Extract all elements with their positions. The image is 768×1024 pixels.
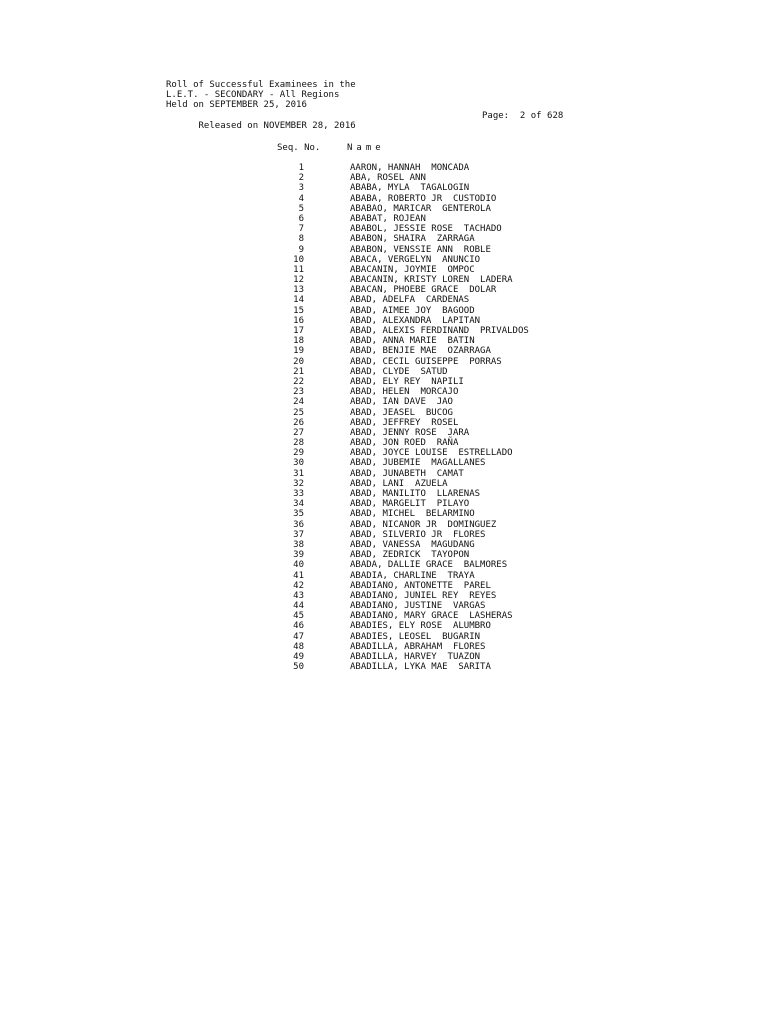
examinee-name: ABAD, ANNA MARIE BATIN (350, 336, 475, 347)
examinee-name: ABABAO, MARICAR GENTEROLA (350, 203, 491, 214)
list-item (0, 204, 768, 214)
examinee-name: ABAD, NICANOR JR DOMINGUEZ (350, 519, 497, 530)
seq-number: 19 (293, 346, 304, 357)
examinee-name: ABABON, SHAIRA ZARRAGA (350, 234, 475, 245)
examinee-name: ABABOL, JESSIE ROSE TACHADO (350, 224, 502, 235)
seq-number: 30 (293, 458, 304, 469)
seq-number: 17 (293, 326, 304, 336)
list-item (0, 560, 768, 570)
list-item (0, 326, 768, 336)
seq-number: 43 (293, 590, 304, 601)
seq-number: 22 (293, 376, 304, 387)
seq-number: 25 (293, 407, 304, 418)
list-item (0, 479, 768, 489)
list-item (0, 652, 768, 662)
examinee-name: ABADIANO, JUSTINE VARGAS (350, 601, 486, 612)
list-item (0, 163, 768, 173)
list-item (0, 571, 768, 581)
seq-number: 23 (293, 387, 304, 398)
seq-number: 18 (293, 336, 304, 347)
seq-number: 9 (298, 244, 304, 255)
examinee-name: ABAD, ELY REY NAPILI (350, 376, 464, 387)
list-item (0, 458, 768, 468)
list-item (0, 469, 768, 479)
examinee-name: AARON, HANNAH MONCADA (350, 163, 470, 173)
examinee-name: ABAD, MANILITO LLARENAS (350, 489, 481, 499)
examinee-name: ABABON, VENSSIE ANN ROBLE (350, 244, 491, 255)
seq-number: 29 (293, 448, 304, 459)
list-item (0, 591, 768, 601)
seq-number: 27 (293, 427, 304, 438)
list-item (0, 234, 768, 244)
seq-number: 36 (293, 519, 304, 530)
seq-number: 13 (293, 285, 304, 296)
list-item (0, 499, 768, 509)
list-item (0, 550, 768, 560)
header-exam: L.E.T. - SECONDARY - All Regions (166, 90, 340, 101)
list-item (0, 275, 768, 285)
list-item (0, 489, 768, 499)
list-item (0, 601, 768, 611)
seq-number: 24 (293, 397, 304, 408)
seq-number: 14 (293, 295, 304, 306)
list-item (0, 509, 768, 519)
list-item (0, 377, 768, 387)
list-item (0, 438, 768, 448)
seq-number: 47 (293, 631, 304, 642)
examinee-name: ABAD, JON ROED RAÑA (350, 438, 459, 449)
seq-number: 5 (298, 203, 304, 214)
examinee-name: ABAD, JEFFREY ROSEL (350, 417, 459, 428)
seq-number: 37 (293, 529, 304, 540)
seq-number: 16 (293, 315, 304, 326)
header-release-row (166, 110, 586, 131)
list-item (0, 255, 768, 265)
list-item (0, 306, 768, 316)
column-headers (0, 143, 768, 155)
seq-number: 49 (293, 652, 304, 662)
examinee-name: ABAD, ALEXANDRA LAPITAN (350, 315, 481, 326)
seq-number: 15 (293, 305, 304, 316)
examinee-name: ABACANIN, JOYMIE OMPOC (350, 264, 475, 275)
list-item (0, 346, 768, 356)
seq-number: 33 (293, 489, 304, 499)
list-item (0, 397, 768, 407)
seq-number: 46 (293, 621, 304, 632)
examinee-name: ABAD, ZEDRICK TAYOPON (350, 550, 470, 561)
list-item (0, 245, 768, 255)
seq-number: 1 (298, 163, 304, 173)
examinee-name: ABADILLA, LYKA MAE SARITA (350, 662, 491, 673)
seq-number: 6 (298, 213, 304, 224)
seq-number: 44 (293, 601, 304, 612)
examinee-name: ABAD, SILVERIO JR FLORES (350, 529, 486, 540)
list-item (0, 224, 768, 234)
examinee-name: ABAD, HELEN MORCAJO (350, 387, 459, 398)
examinee-name: ABADIANO, MARY GRACE LASHERAS (350, 611, 513, 622)
document-header (166, 80, 586, 131)
examinee-name: ABAD, CLYDE SATUD (350, 366, 448, 377)
examinee-name: ABABAT, ROJEAN (350, 213, 426, 224)
seq-number: 8 (298, 234, 304, 245)
examinee-name: ABABA, ROBERTO JR CUSTODIO (350, 193, 497, 204)
list-item (0, 357, 768, 367)
examinee-name: ABAD, VANESSA MAGUDANG (350, 539, 475, 550)
examinee-name: ABAD, AIMEE JOY BAGOOD (350, 305, 475, 316)
examinee-name: ABAD, JENNY ROSE JARA (350, 427, 470, 438)
examinee-name: ABAD, ALEXIS FERDINAND PRIVALDOS (350, 326, 529, 336)
list-item (0, 265, 768, 275)
seq-number: 3 (298, 183, 304, 194)
list-item (0, 428, 768, 438)
examinee-name: ABAD, BENJIE MAE OZARRAGA (350, 346, 491, 357)
seq-number: 26 (293, 417, 304, 428)
seq-number: 38 (293, 539, 304, 550)
seq-number: 41 (293, 570, 304, 581)
examinee-name: ABADIANO, ANTONETTE PAREL (350, 580, 491, 591)
examinee-name: ABAD, JUNABETH CAMAT (350, 468, 464, 479)
examinee-list (0, 163, 768, 672)
examinee-name: ABADIA, CHARLINE TRAYA (350, 570, 475, 581)
list-item (0, 621, 768, 631)
examinee-name: ABACANIN, KRISTY LOREN LADERA (350, 275, 513, 286)
examinee-name: ABACAN, PHOEBE GRACE DOLAR (350, 285, 497, 296)
examinee-name: ABAD, JEASEL BUCOG (350, 407, 453, 418)
list-item (0, 387, 768, 397)
examinee-name: ABAD, CECIL GUISEPPE PORRAS (350, 356, 502, 367)
seq-number: 45 (293, 611, 304, 622)
page-number: Page: 2 of 628 (482, 110, 564, 121)
list-item (0, 214, 768, 224)
list-item (0, 642, 768, 652)
examinee-name: ABAD, ADELFA CARDENAS (350, 295, 470, 306)
examinee-name: ABADIES, LEOSEL BUGARIN (350, 631, 481, 642)
seq-number: 40 (293, 560, 304, 571)
seq-number: 12 (293, 275, 304, 286)
header-held-date: Held on SEPTEMBER 25, 2016 (166, 100, 307, 111)
examinee-name: ABAD, MICHEL BELARMINO (350, 509, 475, 520)
seq-number: 31 (293, 468, 304, 479)
list-item (0, 418, 768, 428)
examinee-name: ABAD, IAN DAVE JAO (350, 397, 453, 408)
seq-column-header: Seq. No. (277, 143, 321, 153)
list-item (0, 611, 768, 621)
list-item (0, 194, 768, 204)
examinee-name: ABADILLA, ABRAHAM FLORES (350, 641, 486, 652)
seq-number: 4 (298, 193, 304, 204)
seq-number: 20 (293, 356, 304, 367)
seq-number: 34 (293, 499, 304, 510)
list-item (0, 530, 768, 540)
list-item (0, 336, 768, 346)
examinee-name: ABACA, VERGELYN ANUNCIO (350, 254, 481, 265)
seq-number: 42 (293, 580, 304, 591)
seq-number: 48 (293, 641, 304, 652)
list-item (0, 581, 768, 591)
list-item (0, 173, 768, 183)
examinee-name: ABAD, JOYCE LOUISE ESTRELLADO (350, 448, 513, 459)
seq-number: 7 (298, 224, 304, 235)
examinee-name: ABAD, LANI AZUELA (350, 478, 448, 489)
list-item (0, 632, 768, 642)
examinee-name: ABADIES, ELY ROSE ALUMBRO (350, 621, 491, 632)
list-item (0, 316, 768, 326)
name-column-header: Name (347, 143, 385, 153)
list-item (0, 295, 768, 305)
list-item (0, 662, 768, 672)
seq-number: 10 (293, 254, 304, 265)
list-item (0, 285, 768, 295)
seq-number: 35 (293, 509, 304, 520)
examinee-name: ABADILLA, HARVEY TUAZON (350, 652, 481, 662)
header-released-date: Released on NOVEMBER 28, 2016 (198, 120, 356, 131)
seq-number: 2 (298, 173, 304, 184)
list-item (0, 408, 768, 418)
examinee-name: ABADIANO, JUNIEL REY REYES (350, 590, 497, 601)
seq-number: 39 (293, 550, 304, 561)
examinee-name: ABABA, MYLA TAGALOGIN (350, 183, 470, 194)
list-item (0, 367, 768, 377)
examinee-name: ABA, ROSEL ANN (350, 173, 426, 184)
seq-number: 32 (293, 478, 304, 489)
examinee-name: ABAD, MARGELIT PILAYO (350, 499, 470, 510)
header-title: Roll of Successful Examinees in the (166, 80, 356, 90)
list-item (0, 540, 768, 550)
seq-number: 28 (293, 438, 304, 449)
list-item (0, 183, 768, 193)
seq-number: 21 (293, 366, 304, 377)
list-item (0, 520, 768, 530)
list-item (0, 448, 768, 458)
seq-number: 50 (293, 662, 304, 673)
examinee-name: ABAD, JUBEMIE MAGALLANES (350, 458, 486, 469)
examinee-name: ABADA, DALLIE GRACE BALMORES (350, 560, 508, 571)
seq-number: 11 (293, 264, 304, 275)
